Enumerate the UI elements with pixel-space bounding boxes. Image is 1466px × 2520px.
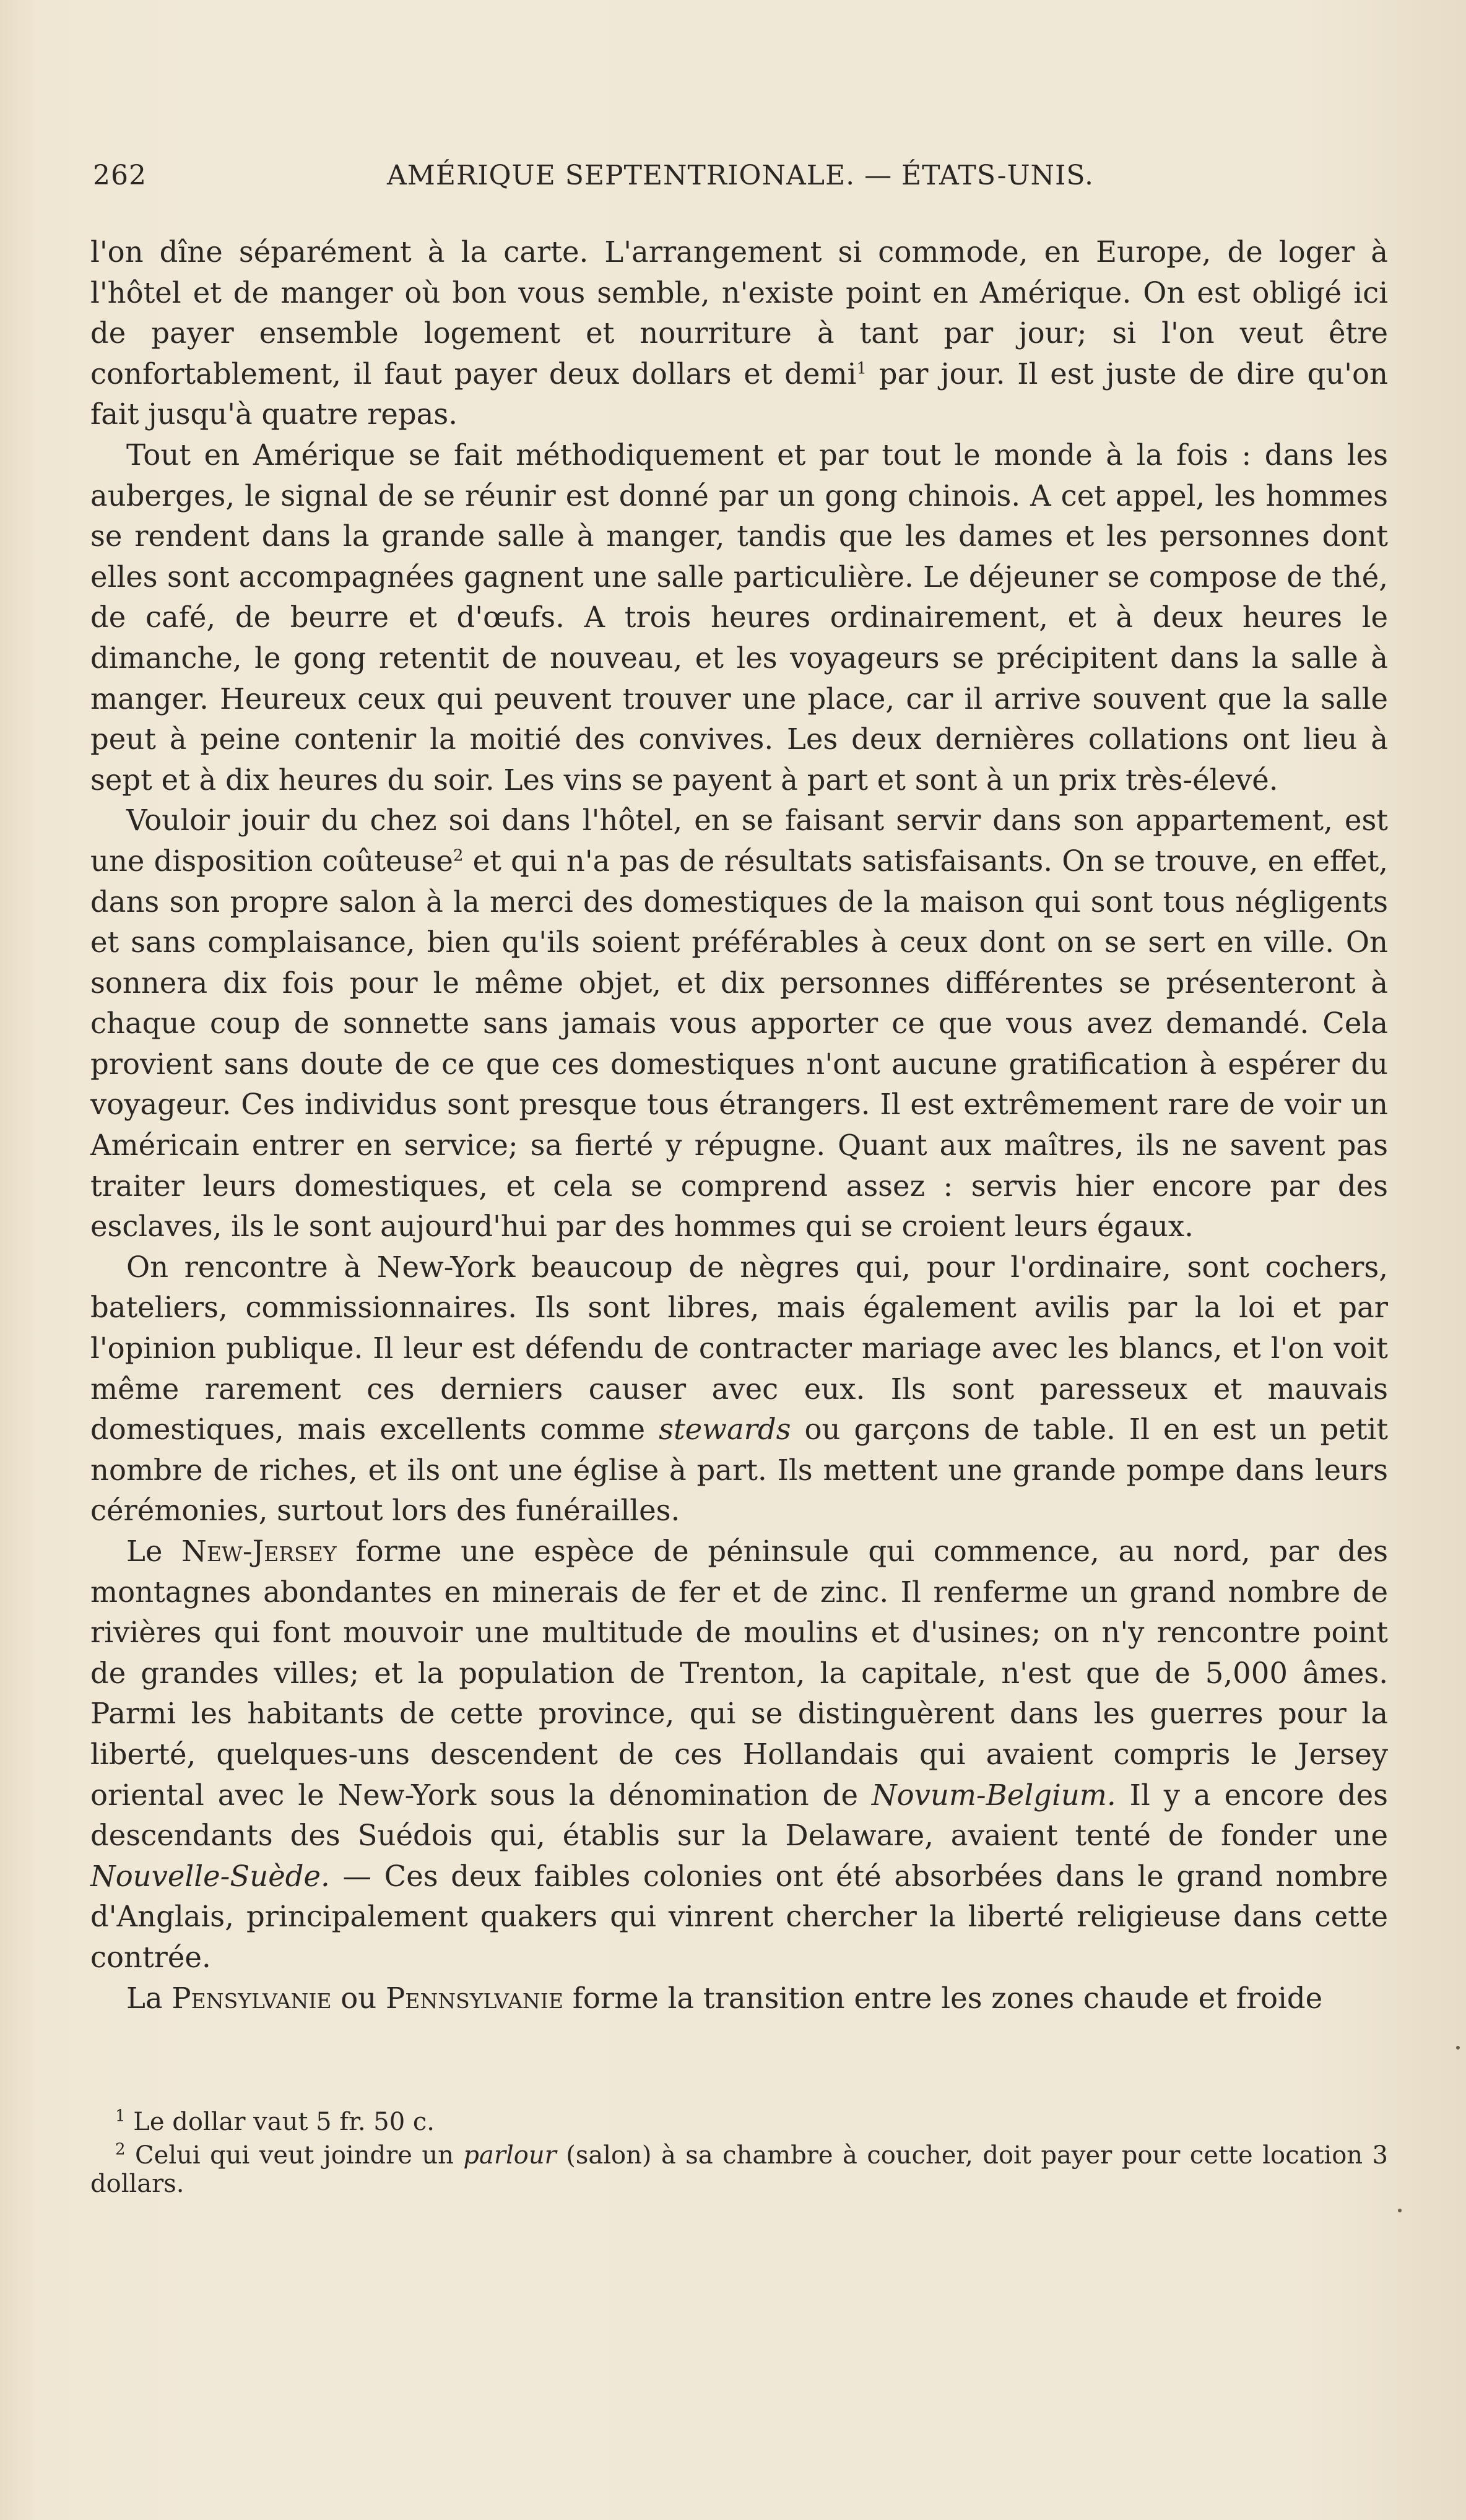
paragraph-3-end: et qui n'a pas de résultats satisfaisants. On se trouve, en effet, dans son propre salon à la merci des domestiques de la maison qui sont tous négligents et sans complaisance, bien qu'ils soient préférables à ceux dont on se sert en ville. On sonnera dix fois pour le même objet, et dix personnes différentes se présenteront à chaque coup de sonnette sans jamais vous apporter ce que vous avez demandé. Cela provient sans doute de ce que ces domestiques n'ont aucune gratification à espérer du voyageur. Ces individus sont presque tous étrangers. Il est extrêmement rare de voir un Américain entrer en service; sa fierté y répugne. Quant aux maîtres, ils ne savent pas traiter leurs domestiques, et cela se comprend assez : servis hier encore par des esclaves, ils le sont aujourd'hui par des hommes qui se croient leurs égaux. <box>90 844 1388 1244</box>
paragraph-1-end: par jour. Il est juste de dire qu'on fait jusqu'à quatre repas. <box>90 357 1388 431</box>
footnote-ref-1: 1 <box>856 359 867 378</box>
paragraph-4-italic: stewards <box>659 1413 791 1447</box>
footnote-2-text-b: (salon) à sa chambre à coucher, doit payer pour cette location 3 dollars. <box>90 2141 1389 2198</box>
footnote-1-text: Le dollar vaut 5 fr. 50 c. <box>125 2108 435 2136</box>
footnotes <box>90 2108 1388 2203</box>
footnote-1 <box>90 2108 1388 2136</box>
paragraph-5-italic-2: Nouvelle-Suède. <box>90 1859 330 1893</box>
paragraph-3-text: Vouloir jouir du chez soi dans l'hôtel, en se faisant servir dans son appartement, est une disposition coûteuse <box>90 803 1388 878</box>
footnote-2-text-a: Celui qui veut joindre un <box>125 2141 464 2170</box>
body-text <box>90 232 1388 2019</box>
paragraph-6-smallcaps-1: Pensylvanie <box>171 1981 332 2015</box>
paragraph-5-italic-1: Novum-Belgium. <box>871 1778 1116 1812</box>
paragraph-4-text-b: ou garçons de table. Il en est un petit nombre de riches, et ils ont une église à part. Ils mettent une grande pompe dans leurs cérémonies, surtout lors des funérailles. <box>90 1413 1389 1528</box>
footnote-1-number: 1 <box>115 2106 126 2126</box>
paragraph-6-mid: ou <box>331 1981 386 2015</box>
paragraph-5-lead: Le <box>126 1535 182 1568</box>
footnote-ref-2: 2 <box>453 846 464 865</box>
page-number: 262 <box>93 160 147 191</box>
paragraph-6-smallcaps-2: Pennsylvanie <box>385 1981 563 2015</box>
paper-speck <box>1398 2209 1402 2212</box>
paragraph-2: Tout en Amérique se fait méthodiquement et par tout le monde à la fois : dans les auberges, le signal de se réunir est donné par un gong chinois. A cet appel, les hommes se rendent dans la grande salle à manger, tandis que les dames et les personnes dont elles sont accompagnées gagnent une salle particulière. Le déjeuner se compose de thé, de café, de beurre et d'œufs. A trois heures ordinairement, et à deux heures le dimanche, le gong retentit de nouveau, et les voyageurs se précipitent dans la salle à manger. Heureux ceux qui peuvent trouver une place, car il arrive souvent que la salle peut à peine contenir la moitié des convives. Les deux dernières collations ont lieu à sept et à dix heures du soir. Les vins se payent à part et sont à un prix très-élevé. <box>90 438 1388 797</box>
paragraph-5 <box>90 1531 1388 1978</box>
paragraph-5-smallcaps: New-Jersey <box>181 1535 337 1568</box>
paragraph-6-end: forme la transition entre les zones chaude et froide <box>563 1981 1323 2015</box>
paragraph-4-text-a: On rencontre à New-York beaucoup de nègres qui, pour l'ordinaire, sont cochers, bateliers, commissionnaires. Ils sont libres, mais également avilis par la loi et par l'opinion publique. Il leur est défendu de contracter mariage avec les blancs, et l'on voit même rarement ces derniers causer avec eux. Ils sont paresseux et mauvais domestiques, mais excellents comme <box>90 1250 1388 1447</box>
paragraph-1 <box>90 232 1388 435</box>
running-title: AMÉRIQUE SEPTENTRIONALE. — ÉTATS-UNIS. <box>387 160 1094 191</box>
paragraph-6 <box>90 1978 1388 2019</box>
paragraph-6-lead: La <box>126 1981 172 2015</box>
page-header <box>93 160 1388 203</box>
footnote-2-number: 2 <box>115 2140 126 2159</box>
paper-speck <box>1456 2046 1460 2050</box>
footnote-2 <box>90 2141 1388 2198</box>
paragraph-5-text-a: forme une espèce de péninsule qui commence, au nord, par des montagnes abondantes en minerais de fer et de zinc. Il renferme un grand nombre de rivières qui font mouvoir une multitude de moulins et d'usines; on n'y rencontre point de grandes villes; et la population de Trenton, la capitale, n'est que de 5,000 âmes. Parmi les habitants de cette province, qui se distinguèrent dans les guerres pour la liberté, quelques-uns descendent de ces Hollandais qui avaient compris le Jersey oriental avec le New-York sous la dénomination de <box>90 1535 1388 1812</box>
paragraph-5-text-c: — Ces deux faibles colonies ont été absorbées dans le grand nombre d'Anglais, principalement quakers qui vinrent chercher la liberté religieuse dans cette contrée. <box>90 1859 1388 1974</box>
paragraph-4 <box>90 1247 1388 1531</box>
paragraph-1-text: l'on dîne séparément à la carte. L'arrangement si commode, en Europe, de loger à l'hôtel et de manger où bon vous semble, n'existe point en Amérique. On est obligé ici de payer ensemble logement et nourriture à tant par jour; si l'on veut être confortablement, il faut payer deux dollars et demi <box>90 235 1388 391</box>
paragraph-5-text-b: Il y a encore des descendants des Suédois qui, établis sur la Delaware, avaient tenté de fonder une <box>90 1778 1388 1853</box>
footnote-2-italic: parlour <box>463 2141 557 2170</box>
paragraph-3 <box>90 800 1388 1247</box>
